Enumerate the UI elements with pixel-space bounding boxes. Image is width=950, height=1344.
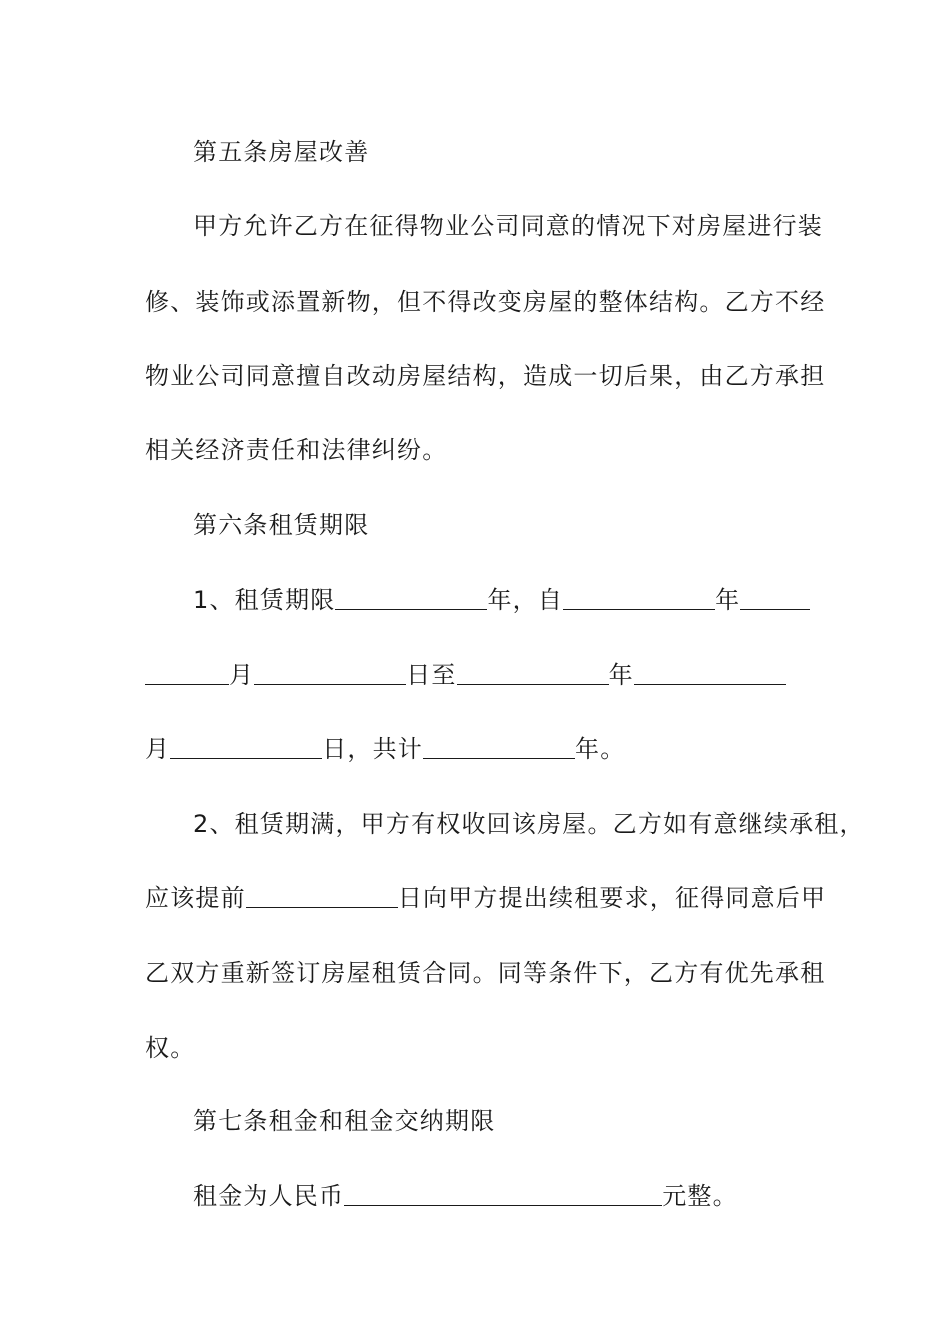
renewal-text: 日向甲方提出续租要求，征得同意后甲 — [397, 884, 827, 912]
renewal-line-4: 权。 — [145, 1034, 196, 1062]
lease-term-text: 年 — [715, 586, 741, 614]
lease-years-blank[interactable] — [335, 585, 487, 610]
renewal-text: 应该提前 — [145, 884, 246, 912]
start-day-blank[interactable] — [254, 660, 406, 685]
renewal-line-2 — [145, 880, 827, 916]
lease-term-text: 年 — [608, 661, 634, 689]
renewal-line-3: 乙双方重新签订房屋租赁合同。同等条件下，乙方有优先承租 — [145, 959, 826, 987]
start-month-blank-part[interactable] — [145, 660, 229, 685]
rent-amount-line — [193, 1178, 863, 1214]
renewal-line-1: 2、租赁期满，甲方有权收回该房屋。乙方如有意继续承租， — [193, 810, 865, 838]
total-years-blank[interactable] — [423, 734, 575, 759]
lease-term-text: 年，自 — [487, 586, 564, 614]
article-5-paragraph-line: 物业公司同意擅自改动房屋结构，造成一切后果，由乙方承担 — [145, 362, 826, 390]
lease-term-line-3 — [145, 731, 815, 767]
lease-term-label: 1、租赁期限 — [193, 586, 336, 614]
lease-term-line-1 — [193, 582, 863, 618]
article-5-paragraph-line: 甲方允许乙方在征得物业公司同意的情况下对房屋进行装 — [193, 212, 823, 240]
start-month-blank-part[interactable] — [740, 585, 810, 610]
rent-label: 租金为人民币 — [193, 1182, 345, 1210]
rent-amount-blank[interactable] — [344, 1181, 662, 1206]
end-year-blank[interactable] — [457, 660, 609, 685]
start-year-blank[interactable] — [563, 585, 715, 610]
article-6-heading: 第六条租赁期限 — [193, 511, 370, 539]
rent-suffix: 元整。 — [662, 1182, 738, 1210]
lease-term-text: 日至 — [406, 661, 457, 689]
article-5-heading: 第五条房屋改善 — [193, 138, 370, 166]
article-5-paragraph-line: 修、装饰或添置新物，但不得改变房屋的整体结构。乙方不经 — [145, 288, 826, 316]
end-day-blank[interactable] — [170, 734, 322, 759]
renewal-notice-days-blank[interactable] — [246, 883, 398, 908]
lease-term-line-2 — [145, 657, 815, 693]
lease-term-text: 日，共计 — [322, 735, 424, 763]
article-5-paragraph-line: 相关经济责任和法律纠纷。 — [145, 436, 448, 464]
lease-term-text: 月 — [145, 735, 171, 763]
end-month-blank[interactable] — [634, 660, 786, 685]
lease-term-text: 年。 — [575, 735, 626, 763]
lease-term-text: 月 — [229, 661, 255, 689]
article-7-heading: 第七条租金和租金交纳期限 — [193, 1107, 496, 1135]
